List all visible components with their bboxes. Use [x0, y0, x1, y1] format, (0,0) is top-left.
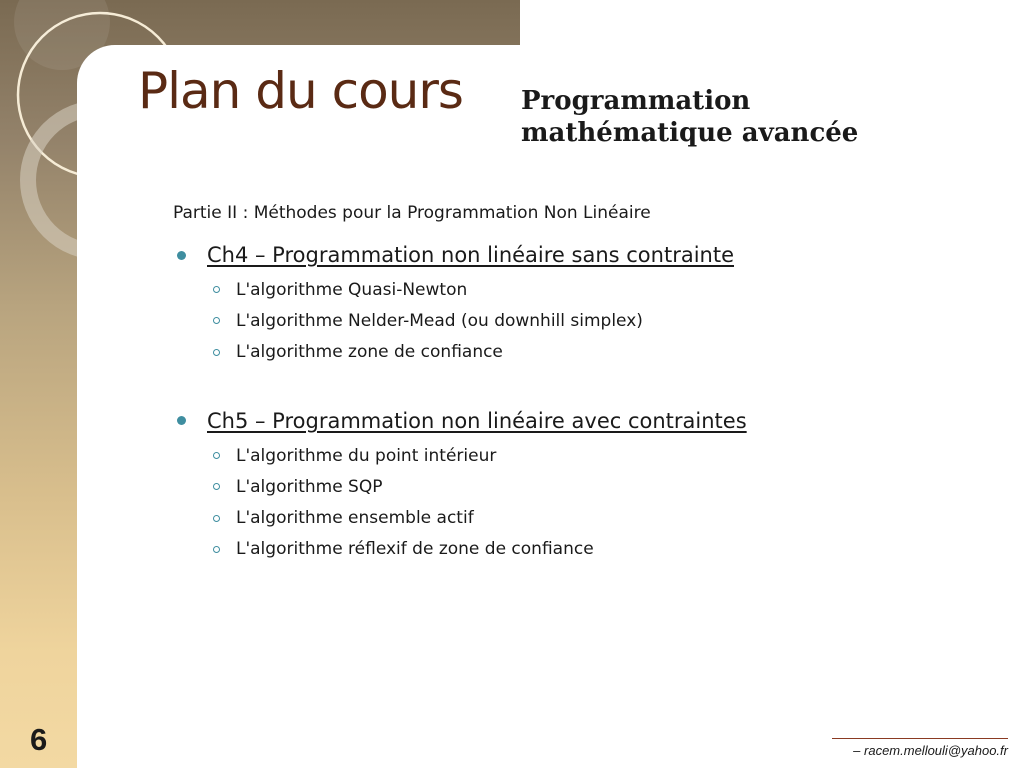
- list-item-text: L'algorithme Nelder-Mead (ou downhill simplex): [236, 310, 643, 331]
- page-number: 6: [30, 722, 48, 757]
- chapter-heading: [170, 240, 1000, 270]
- chapter-heading: [170, 406, 1000, 436]
- list-item: [170, 534, 1000, 565]
- chapter-ch4-items: [170, 274, 1000, 368]
- bullet-icon: [177, 416, 186, 425]
- chapter-link-ch4[interactable]: Ch4 – Programmation non linéaire sans contrainte: [207, 243, 734, 267]
- list-item-text: L'algorithme réflexif de zone de confiance: [236, 539, 594, 560]
- list-item: [170, 274, 1000, 305]
- list-item-text: L'algorithme zone de confiance: [236, 342, 503, 363]
- slide-title: Plan du cours: [138, 62, 463, 120]
- list-item: [170, 471, 1000, 502]
- sub-bullet-icon: [213, 349, 220, 356]
- sub-bullet-icon: [213, 546, 220, 553]
- subtitle-line-1: Programmation: [521, 86, 751, 116]
- list-item: [170, 440, 1000, 471]
- background-top-right: [520, 0, 1024, 45]
- list-item: [170, 337, 1000, 368]
- list-item-text: L'algorithme SQP: [236, 476, 383, 497]
- footer-email: – racem.mellouli@yahoo.fr: [853, 743, 1008, 758]
- course-subtitle: [521, 86, 858, 149]
- list-item-text: L'algorithme du point intérieur: [236, 445, 497, 466]
- chapter-ch5-items: [170, 440, 1000, 565]
- list-item-text: L'algorithme Quasi-Newton: [236, 279, 468, 300]
- list-item: [170, 502, 1000, 533]
- list-item: [170, 305, 1000, 336]
- chapter-ch4: [170, 240, 1000, 368]
- list-item-text: L'algorithme ensemble actif: [236, 508, 474, 529]
- chapter-ch5: [170, 406, 1000, 565]
- sub-bullet-icon: [213, 483, 220, 490]
- sub-bullet-icon: [213, 515, 220, 522]
- footer-divider: [832, 738, 1008, 739]
- chapter-link-ch5[interactable]: Ch5 – Programmation non linéaire avec contraintes: [207, 408, 747, 433]
- subtitle-line-2: mathématique avancée: [521, 117, 859, 148]
- chapter-list: [170, 240, 1000, 603]
- sub-bullet-icon: [213, 286, 220, 293]
- sub-bullet-icon: [213, 317, 220, 324]
- bullet-icon: [177, 251, 186, 260]
- sub-bullet-icon: [213, 452, 220, 459]
- partie-heading: Partie II : Méthodes pour la Programmation Non Linéaire: [173, 203, 651, 223]
